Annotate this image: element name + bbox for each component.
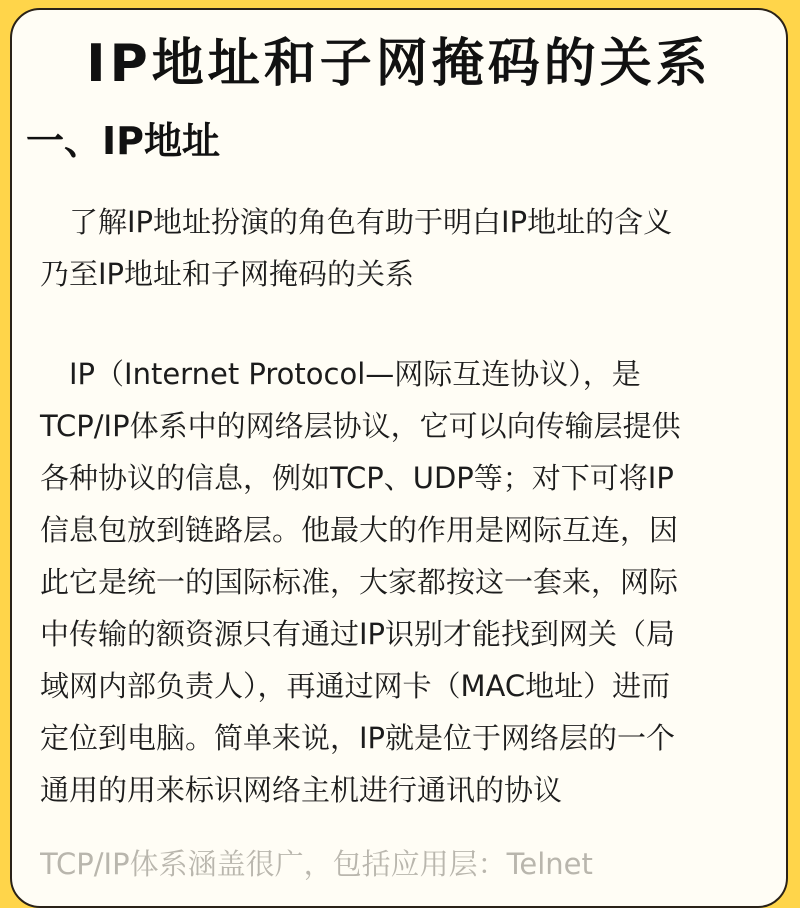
page-title: IP地址和子网掩码的关系: [86, 34, 712, 94]
ip-description-paragraph: IP（Internet Protocol—网际互连协议），是 TCP/IP体系中的网络层协议，它可以向传输层提供 各种协议的信息，例如TCP、UDP等；对下可将IP 信息包放到链路层。他最大的作用是网际互连，因 此它是统一的国际标准，大家都按这一套来，网际 中传输的额资源只有通过IP识别才能找到网关（局 域网内部负责人），再通过网卡（MAC地址）进而 定位到电脑。简单来说，IP就是位于网络层的一个 通用的用来标识网络主机进行通讯的协议: [40, 357, 681, 807]
cutoff-text-line: TCP/IP体系涵盖很广，包括应用层：Telnet: [40, 847, 593, 881]
intro-paragraph: 了解IP地址扮演的角色有助于明白IP地址的含义 乃至IP地址和子网掩码的关系: [40, 205, 673, 291]
content-card: [10, 8, 788, 908]
section-heading: 一、IP地址: [26, 119, 220, 163]
